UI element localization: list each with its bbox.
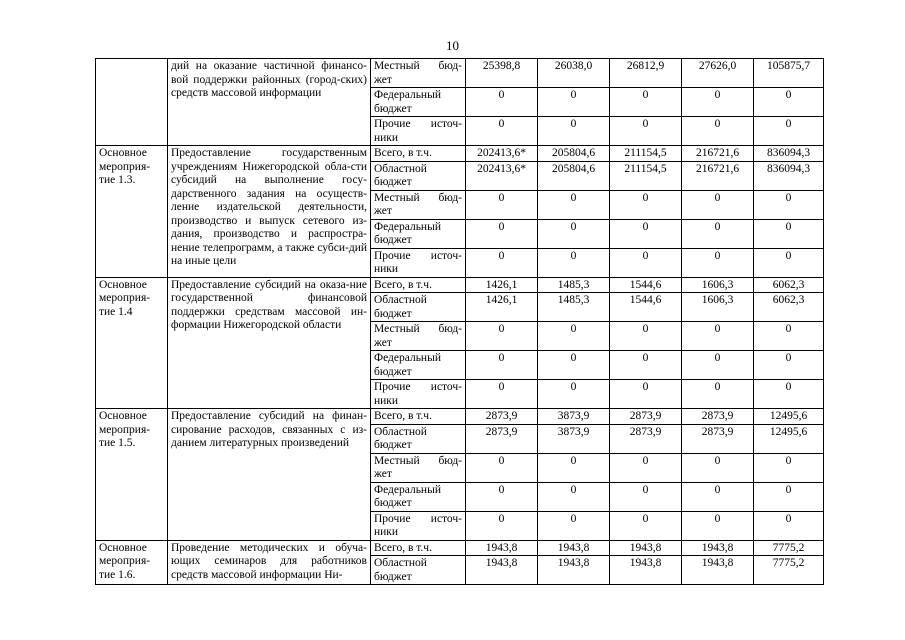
- activity-type-cell: Основное мероприя-тие 1.5.: [96, 409, 168, 541]
- amount-cell: 0: [754, 219, 824, 248]
- amount-cell: 202413,6*: [466, 146, 538, 162]
- funding-source-cell: Всего, в т.ч.: [371, 277, 466, 293]
- amount-cell: 12495,6: [754, 409, 824, 425]
- amount-cell: 0: [466, 117, 538, 146]
- funding-source-cell: Федеральный бюджет: [371, 351, 466, 380]
- activity-name-cell: Проведение методических и обуча-ющих семинаров для работников средств массовой информации Ни-: [168, 540, 371, 585]
- amount-cell: 0: [754, 248, 824, 277]
- amount-cell: 0: [682, 190, 754, 219]
- amount-cell: 1606,3: [682, 293, 754, 322]
- amount-cell: 205804,6: [538, 146, 610, 162]
- amount-cell: 0: [538, 219, 610, 248]
- amount-cell: 211154,5: [610, 161, 682, 190]
- amount-cell: 0: [610, 511, 682, 540]
- amount-cell: 1426,1: [466, 293, 538, 322]
- amount-cell: 0: [682, 117, 754, 146]
- funding-source-cell: Прочие источ-ники: [371, 511, 466, 540]
- amount-cell: 1943,8: [538, 540, 610, 556]
- table-row: [96, 59, 824, 88]
- funding-source-cell: Областной бюджет: [371, 161, 466, 190]
- table-row: [96, 540, 824, 556]
- amount-cell: 1606,3: [682, 277, 754, 293]
- amount-cell: 0: [538, 248, 610, 277]
- funding-source-cell: Областной бюджет: [371, 424, 466, 453]
- amount-cell: 26038,0: [538, 59, 610, 88]
- activity-name-cell: Предоставление субсидий на оказа-ние государственной финансовой поддержки средствам массовой ин-формации Нижегородской области: [168, 277, 371, 409]
- amount-cell: 0: [538, 117, 610, 146]
- amount-cell: 7775,2: [754, 540, 824, 556]
- amount-cell: 0: [754, 351, 824, 380]
- amount-cell: 0: [754, 380, 824, 409]
- amount-cell: 6062,3: [754, 277, 824, 293]
- amount-cell: 1943,8: [466, 556, 538, 585]
- amount-cell: 0: [610, 190, 682, 219]
- amount-cell: 0: [682, 511, 754, 540]
- amount-cell: 836094,3: [754, 146, 824, 162]
- amount-cell: 0: [610, 88, 682, 117]
- amount-cell: 1943,8: [466, 540, 538, 556]
- amount-cell: 0: [610, 322, 682, 351]
- funding-source-cell: Прочие источ-ники: [371, 117, 466, 146]
- activity-name-cell: Предоставление государственным учреждениям Нижегородской обла-сти субсидий на выполнение госу-дарственного задания на осуществ-ление издательской деятельности, производство и выпуск сетевого из-дания, производство и распростра-нение телепрограмм, а также субси-дий на иные цели: [168, 146, 371, 278]
- amount-cell: 0: [466, 380, 538, 409]
- amount-cell: 1943,8: [682, 540, 754, 556]
- amount-cell: 0: [682, 482, 754, 511]
- amount-cell: 2873,9: [610, 409, 682, 425]
- funding-source-cell: Местный бюд-жет: [371, 59, 466, 88]
- budget-table: [95, 58, 824, 585]
- amount-cell: 2873,9: [682, 424, 754, 453]
- amount-cell: 0: [754, 482, 824, 511]
- amount-cell: 0: [682, 453, 754, 482]
- amount-cell: 0: [466, 248, 538, 277]
- amount-cell: 0: [538, 511, 610, 540]
- amount-cell: 0: [466, 351, 538, 380]
- amount-cell: 0: [466, 453, 538, 482]
- amount-cell: 205804,6: [538, 161, 610, 190]
- funding-source-cell: Местный бюд-жет: [371, 190, 466, 219]
- activity-name-cell: дий на оказание частичной финансо-вой поддержки районных (город-ских) средств массовой информации: [168, 59, 371, 146]
- amount-cell: 0: [754, 453, 824, 482]
- amount-cell: 0: [682, 88, 754, 117]
- table-row: [96, 146, 824, 162]
- funding-source-cell: Прочие источ-ники: [371, 380, 466, 409]
- amount-cell: 216721,6: [682, 146, 754, 162]
- amount-cell: 3873,9: [538, 424, 610, 453]
- amount-cell: 0: [682, 322, 754, 351]
- funding-source-cell: Всего, в т.ч.: [371, 409, 466, 425]
- amount-cell: 0: [610, 351, 682, 380]
- activity-type-cell: [96, 59, 168, 146]
- activity-type-cell: Основное мероприя-тие 1.4: [96, 277, 168, 409]
- funding-source-cell: Областной бюджет: [371, 556, 466, 585]
- funding-source-cell: Областной бюджет: [371, 293, 466, 322]
- amount-cell: 0: [610, 482, 682, 511]
- funding-source-cell: Федеральный бюджет: [371, 482, 466, 511]
- amount-cell: 0: [538, 351, 610, 380]
- amount-cell: 0: [754, 88, 824, 117]
- amount-cell: 1943,8: [682, 556, 754, 585]
- amount-cell: 1943,8: [610, 540, 682, 556]
- funding-source-cell: Федеральный бюджет: [371, 219, 466, 248]
- page-number: 10: [446, 38, 459, 53]
- funding-source-cell: Всего, в т.ч.: [371, 146, 466, 162]
- amount-cell: 0: [466, 190, 538, 219]
- amount-cell: 0: [754, 190, 824, 219]
- amount-cell: 0: [610, 453, 682, 482]
- amount-cell: 27626,0: [682, 59, 754, 88]
- funding-source-cell: Всего, в т.ч.: [371, 540, 466, 556]
- activity-type-cell: Основное мероприя-тие 1.3.: [96, 146, 168, 278]
- amount-cell: 12495,6: [754, 424, 824, 453]
- activity-type-cell: Основное мероприя-тие 1.6.: [96, 540, 168, 585]
- amount-cell: 2873,9: [466, 409, 538, 425]
- table-row: [96, 409, 824, 425]
- amount-cell: 0: [754, 117, 824, 146]
- amount-cell: 0: [610, 117, 682, 146]
- amount-cell: 0: [466, 219, 538, 248]
- amount-cell: 2873,9: [682, 409, 754, 425]
- amount-cell: 25398,8: [466, 59, 538, 88]
- amount-cell: 1544,6: [610, 277, 682, 293]
- amount-cell: 1943,8: [538, 556, 610, 585]
- amount-cell: 0: [682, 219, 754, 248]
- amount-cell: 1544,6: [610, 293, 682, 322]
- amount-cell: 836094,3: [754, 161, 824, 190]
- amount-cell: 0: [610, 219, 682, 248]
- amount-cell: 216721,6: [682, 161, 754, 190]
- amount-cell: 0: [754, 322, 824, 351]
- amount-cell: 0: [538, 88, 610, 117]
- amount-cell: 0: [466, 322, 538, 351]
- amount-cell: 0: [682, 351, 754, 380]
- amount-cell: 0: [538, 322, 610, 351]
- amount-cell: 0: [682, 248, 754, 277]
- amount-cell: 0: [538, 380, 610, 409]
- amount-cell: 0: [466, 88, 538, 117]
- amount-cell: 0: [682, 380, 754, 409]
- amount-cell: 202413,6*: [466, 161, 538, 190]
- amount-cell: 0: [538, 482, 610, 511]
- funding-source-cell: Прочие источ-ники: [371, 248, 466, 277]
- amount-cell: 105875,7: [754, 59, 824, 88]
- amount-cell: 26812,9: [610, 59, 682, 88]
- amount-cell: 6062,3: [754, 293, 824, 322]
- amount-cell: 1943,8: [610, 556, 682, 585]
- table-row: [96, 277, 824, 293]
- amount-cell: 0: [466, 511, 538, 540]
- amount-cell: 2873,9: [610, 424, 682, 453]
- amount-cell: 1485,3: [538, 277, 610, 293]
- amount-cell: 0: [538, 190, 610, 219]
- amount-cell: 211154,5: [610, 146, 682, 162]
- amount-cell: 1485,3: [538, 293, 610, 322]
- funding-source-cell: Местный бюд-жет: [371, 453, 466, 482]
- amount-cell: 7775,2: [754, 556, 824, 585]
- amount-cell: 2873,9: [466, 424, 538, 453]
- amount-cell: 0: [610, 248, 682, 277]
- funding-source-cell: Федеральный бюджет: [371, 88, 466, 117]
- amount-cell: 0: [754, 511, 824, 540]
- amount-cell: 0: [610, 380, 682, 409]
- amount-cell: 1426,1: [466, 277, 538, 293]
- funding-source-cell: Местный бюд-жет: [371, 322, 466, 351]
- amount-cell: 0: [538, 453, 610, 482]
- amount-cell: 0: [466, 482, 538, 511]
- activity-name-cell: Предоставление субсидий на финан-сирование расходов, связанных с из-данием литературных произведений: [168, 409, 371, 541]
- amount-cell: 3873,9: [538, 409, 610, 425]
